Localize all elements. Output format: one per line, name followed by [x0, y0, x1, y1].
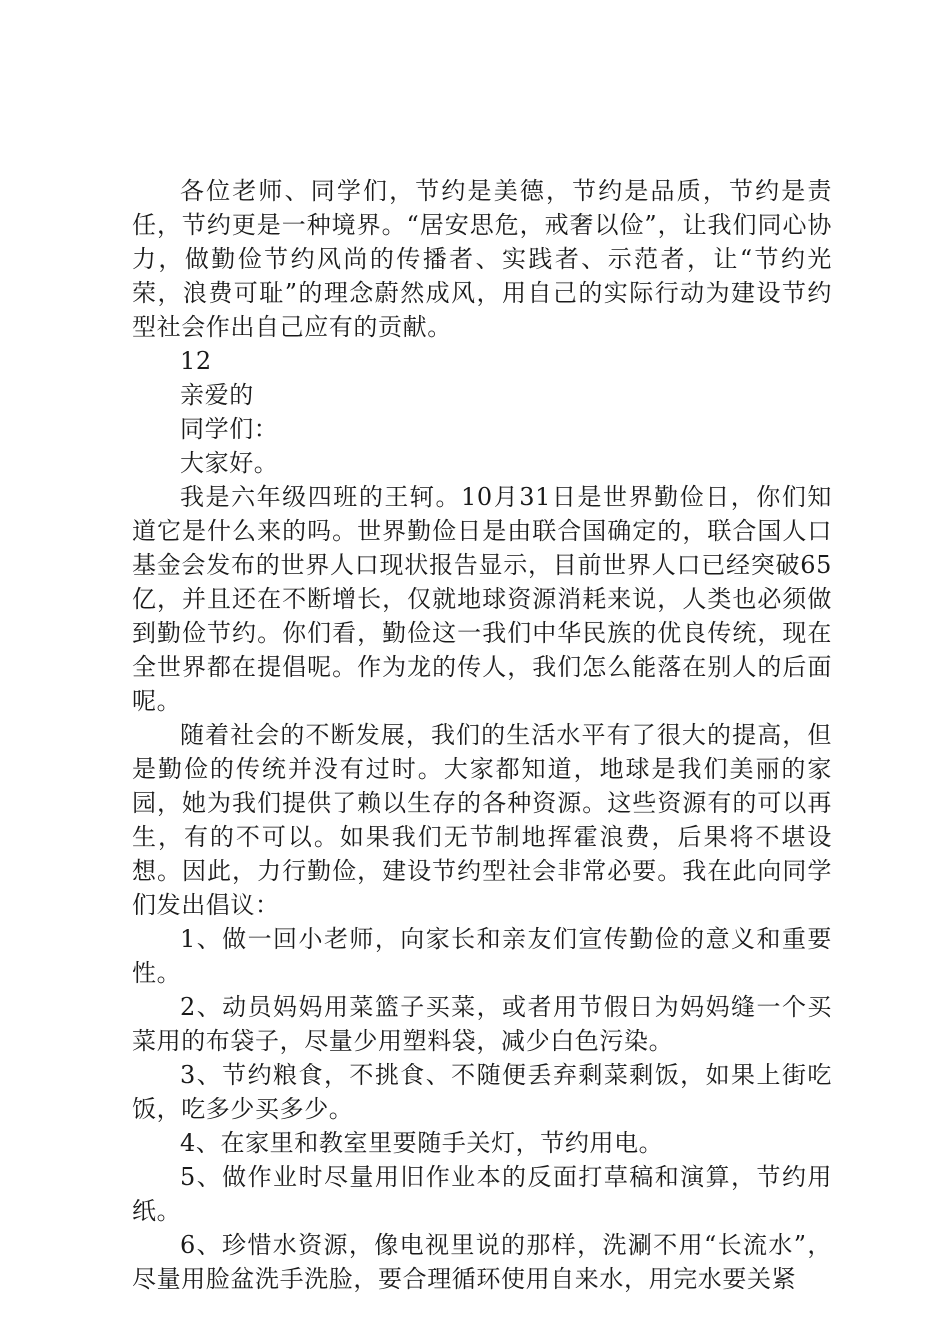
document-body	[132, 174, 832, 1296]
paragraph-proposal: 随着社会的不断发展，我们的生活水平有了很大的提高，但是勤俭的传统并没有过时。大家都知道，地球是我们美丽的家园，她为我们提供了赖以生存的各种资源。这些资源有的可以再生，有的不可以。如果我们无节制地挥霍浪费，后果将不堪设想。因此，力行勤俭，建设节约型社会非常必要。我在此向同学们发出倡议：	[132, 721, 832, 919]
paragraph-introduction: 我是六年级四班的王轲。10月31日是世界勤俭日，你们知道它是什么来的吗。世界勤俭日是由联合国确定的，联合国人口基金会发布的世界人口现状报告显示，目前世界人口已经突破65亿，并且还在不断增长，仅就地球资源消耗来说，人类也必须做到勤俭节约。你们看，勤俭这一我们中华民族的优良传统，现在全世界都在提倡呢。作为龙的传人，我们怎么能落在别人的后面呢。	[132, 483, 832, 715]
list-item-4: 4、在家里和教室里要随手关灯，节约用电。	[180, 1129, 664, 1157]
greeting-line: 大家好。	[180, 449, 279, 477]
list-item-1: 1、做一回小老师，向家长和亲友们宣传勤俭的意义和重要性。	[132, 925, 832, 987]
list-item-2: 2、动员妈妈用菜篮子买菜，或者用节假日为妈妈缝一个买菜用的布袋子，尽量少用塑料袋，减少白色污染。	[132, 993, 832, 1055]
list-item-6: 6、珍惜水资源，像电视里说的那样，洗涮不用“长流水”，尽量用脸盆洗手洗脸，要合理循环使用自来水，用完水要关紧	[132, 1231, 832, 1293]
list-item-3: 3、节约粮食，不挑食、不随便丢弃剩菜剩饭，如果上街吃饭，吃多少买多少。	[132, 1061, 832, 1123]
salutation-line-1: 亲爱的	[180, 381, 254, 409]
section-number: 12	[180, 347, 212, 375]
list-item-5: 5、做作业时尽量用旧作业本的反面打草稿和演算，节约用纸。	[132, 1163, 832, 1225]
paragraph-closing-appeal: 各位老师、同学们，节约是美德，节约是品质，节约是责任，节约更是一种境界。“居安思危，戒奢以俭”，让我们同心协力，做勤俭节约风尚的传播者、实践者、示范者，让“节约光荣，浪费可耻”的理念蔚然成风，用自己的实际行动为建设节约型社会作出自己应有的贡献。	[132, 177, 832, 341]
salutation-line-2: 同学们：	[180, 415, 279, 443]
